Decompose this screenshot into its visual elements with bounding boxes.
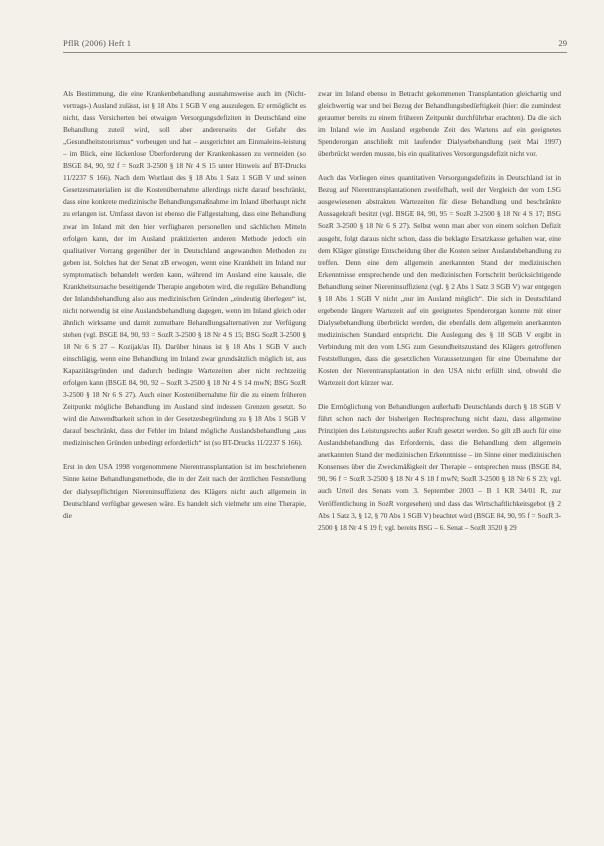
paragraph: Als Bestimmung, die eine Krankenbehandlung ausnahmsweise auch im (Nicht-vertrags-) Ausland zulässt, ist § 18 Abs 1 SGB V eng auszulegen. Er ermöglicht es nicht, dass Versicherten bei etwaigen Versorgungsdefiziten in Deutschland eine Behandlung zuteil wird, soll aber andererseits der Gefahr des „Gesundheitstourismus“ vorbeugen und hat – ausgerichtet am Einmaleins-leistung – im Blick, eine lückenlose Überforderung der Krankenkassen zu vermeiden (so BSGE 84, 90, 92 f = SozR 3-2500 § 18 Nr 4 S 15 unter Hinweis auf BT-Drucks 11/2237 S 166). Nach dem Wortlaut des § 18 Abs 1 Satz 1 SGB V und seinen Gesetzesmaterialien ist die Kostenübernahme allerdings nicht darauf beschränkt, dass eine konkrete medizinische Behandlungsmaßnahme im Inland überhaupt nicht zu erlangen ist. Umfasst davon ist ebenso die Fallgestaltung, dass eine Behandlung zwar im Inland mit den hier verfügbaren personellen und sächlichen Mitteln erfolgen kann, der im Ausland praktizierten anderen Methode jedoch ein qualitativer Vorrang gegenüber der in Deutschland angewandten Methoden zu geben ist. Solches hat der Senat zB erwogen, wenn eine Krankheit im Inland nur symptomatisch behandelt werden kann, während im Ausland eine kausale, die Krankheitsursache beseitigende Therapie angeboten wird, die reguläre Behandlung der Inlandsbehandlung also aus medizinischen Gründen „eindeutig überlegen“ ist, nicht notwendig ist eine Auslandsbehandlung dagegen, wenn im Inland gleich oder ähnlich wirksame und damit zumutbare Behandlungsalternativen zur Verfügung stehen (vgl. BSGE 84, 90, 93 = SozR 3-2500 § 18 Nr 4 S 15; BSG SozR 3-2500 § 18 Nr 6 S 27 – Kozijak/as II). Darüber hinaus ist § 18 Abs 1 SGB V auch einschlägig, wenn eine Behandlung im Inland zwar grundsätzlich möglich ist, aus Kapazitätsgründen und dadurch bedingte Wartezeiten aber nicht rechtzeitig erfolgen kann (BSGE 84, 90, 92 – SozR 3-2500 § 18 Nr 4 S 14 mwN; BSG SozR 3-2500 § 18 Nr 6 S 27). Auch einer Kostenübernahme für die zu einem früheren Zeitpunkt mögliche Behandlung im Ausland sind indessen Grenzen gesetzt. So wird die Anwendbarkeit schon in der Gesetzesbegründung zu § 18 Abs 1 SGB V darauf beschränkt, dass der Fehler im Inland mögliche Auslandsbehandlung „aus medizinischen Gründen unbedingt erforderlich“ ist (so BT-Drucks 11/2237 S 166). <box>63 89 306 448</box>
left-column <box>63 88 306 522</box>
paragraph: Erst in den USA 1998 vorgenommene Nierentransplantation ist im beschriebenen Sinne keine Behandlungsmethode, die in der Zeit nach der ärztlichen Feststellung der dialysepflichtigen Niereninsuffizienz des Klägers nicht auch allgemein in Deutschland verfügbar gewesen wäre. Es handelt sich vielmehr um eine Therapie, die <box>63 462 306 520</box>
journal-issue: PflR (2006) Heft 1 <box>63 38 132 48</box>
running-header <box>63 38 567 52</box>
paragraph: Die Ermöglichung von Behandlungen außerhalb Deutschlands durch § 18 SGB V führt schon nach der bisherigen Rechtsprechung nicht dazu, dass allgemeine Prinzipien des Leistungsrechts außer Kraft gesetzt werden. So gilt zB auch für eine Auslandsbehandlung das Erfordernis, dass die Behandlung dem allgemein anerkannten Stand der medizinischen Erkenntnisse – im Sinne einer medizinischen Konsenses über die Zweckmäßigkeit der Therapie – entsprechen muss (BSGE 84, 90, 96 f = SozR 3-2500 § 18 Nr 4 S 18 f mwN; SozR 3-2500 § 18 Nr 6 S 23; vgl. auch Urteil des Senats vom 3. September 2003 – B 1 KR 34/01 R, zur Veröffentlichung in SozR vorgesehen) und dass das Wirtschaftlichkeitsgebot (§ 2 Abs 1 Satz 3, § 12, § 70 Abs 1 SGB V) beachtet wird (BSGE 84, 90, 95 f = SozR 3-2500 § 18 Nr 4 S 19 f; vgl. bereits BSG – 6. Senat – SozR 3520 § 29 <box>318 402 561 532</box>
header-rule <box>63 52 567 53</box>
page-number: 29 <box>558 38 567 48</box>
right-column <box>318 88 561 534</box>
paragraph: Auch das Vorliegen eines quantitativen Versorgungsdefizits in Deutschland ist in Bezug auf Nierentransplantationen zweifelhaft, weil der Vergleich der vom LSG ausgewiesenen abstrakten Wartezeiten für diese Behandlung und beschränkte Aussagekraft besitzt (vgl. BSGE 84, 90, 95 = SozR 3-2500 § 18 Nr 4 S 17; BSG SozR 3-2500 § 18 Nr 6 S 27). Selbst wenn man aber von einem solchen Defizit ausgeht, folgt daraus nicht schon, dass die beklagte Ersatzkasse gehalten war, eine dem Kläger günstige Entscheidung über die Kosten seiner Auslandsbehandlung zu treffen. Denn eine dem allgemein anerkannten Stand der medizinischen Erkenntnisse entsprechende und den medizinischen Fortschritt berücksichtigende Behandlung seiner Niereninsuffizienz (vgl. § 2 Abs 1 Satz 3 SGB V) war entgegen § 18 Abs 1 SGB V nicht „nur im Ausland möglich“. Die sich in Deutschland ergebende längere Wartezeit auf ein geeignetes Spenderorgan konnte mit einer Dialysebehandlung überbrückt werden, die ebenfalls dem allgemein anerkannten medizinischen Standard entspricht. Die Auslegung des § 18 SGB V ergibt in Verbindung mit den vom LSG zum Gesundheitszustand des Klägers getroffenen Feststellungen, dass die gesetzlichen Voraussetzungen für eine Übernahme der Kosten der Nierentransplantation in den USA nicht erfüllt sind, obwohl die Wartezeit dort kürzer war. <box>318 173 561 388</box>
paragraph: zwar im Inland ebenso in Betracht gekommenen Transplantation gleichartig und gleichwertig war und bei Bezug der Behandlungsbedürftigkeit (hier: die zumindest geraumer bereits zu einem früheren Zeitpunkt durchführbar erachten). Da die sich im Inland wie im Ausland ergebende Zeit des Wartens auf ein geeignetes Spenderorgan anschließt mit laufender Dialysebehandlung (seit Mai 1997) überbrückt werden musste, bis ein qualitatives Versorgungsdefizit nicht vor. <box>318 89 561 159</box>
